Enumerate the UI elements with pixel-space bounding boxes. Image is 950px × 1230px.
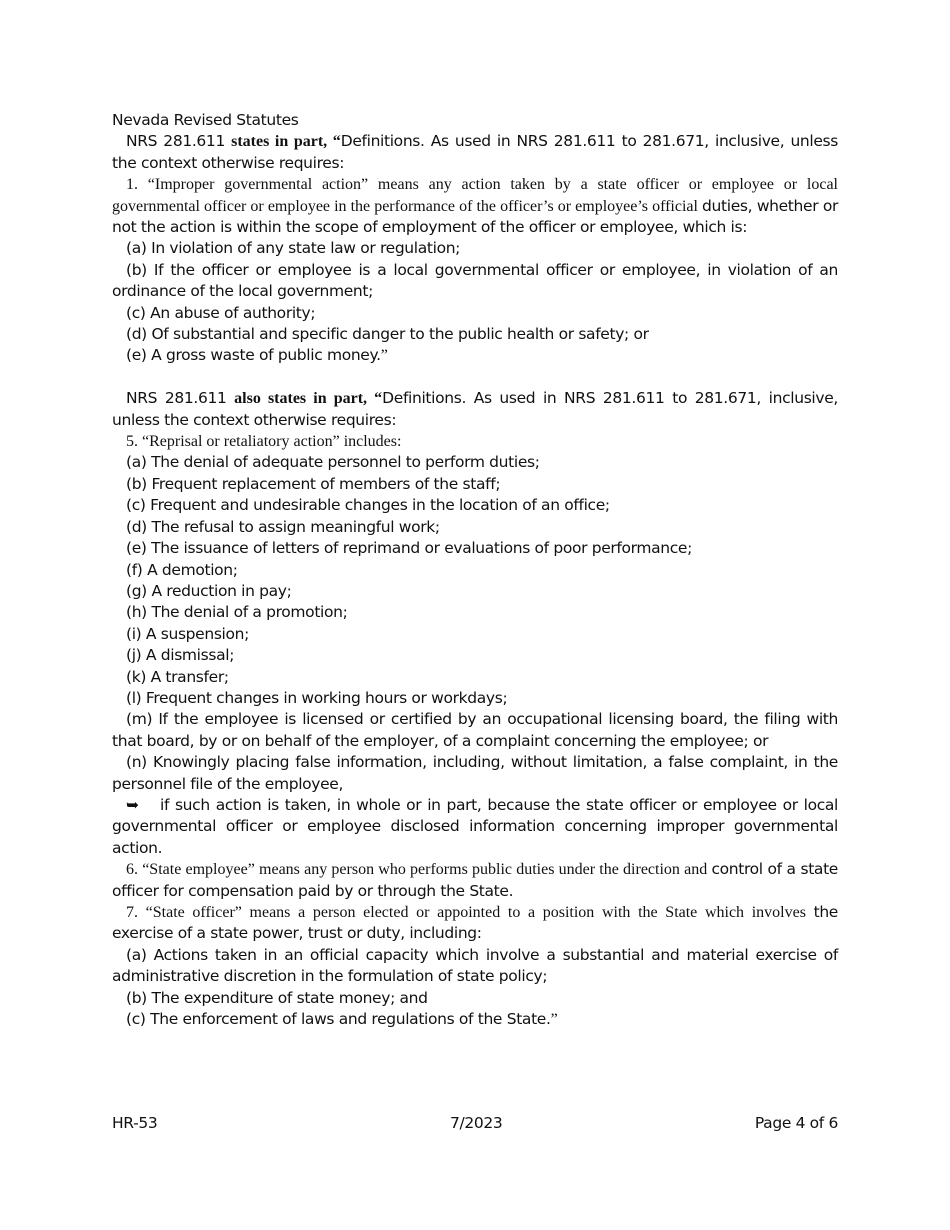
section2-item6-rest: control of a state officer for compensation paid by or through the State. (112, 860, 838, 900)
section2-item6 (112, 859, 838, 902)
section-definitions-1 (112, 131, 838, 366)
section2-ref: NRS 281.611 (126, 389, 235, 408)
footer-form-number: HR-53 (112, 1114, 158, 1132)
list-item: (c) Frequent and undesirable changes in the location of an office; (126, 496, 610, 515)
document-page (112, 110, 838, 1030)
section1-ref: NRS 281.611 (126, 132, 232, 151)
arrow-icon: ➥ (126, 795, 139, 814)
section1-item-e-quote: ” (380, 347, 388, 365)
list-item: (g) A reduction in pay; (126, 581, 292, 600)
section1-item-a: (a) In violation of any state law or regulation; (126, 239, 461, 258)
section2-bold: also states in part, “ (234, 390, 383, 408)
arrow-text: if such action is taken, in whole or in part, because the state officer or employee or local governmental officer or employee disclosed information concerning improper governmental action. (112, 795, 838, 857)
list-item: (e) The issuance of letters of reprimand or evaluations of poor performance; (126, 539, 692, 558)
section2-item7-c-quote: ” (550, 1011, 558, 1029)
list-item: (n) Knowingly placing false information, including, without limitation, a false complaint, in the personnel file of the employee, (112, 753, 838, 793)
footer-page-number: Page 4 of 6 (754, 1114, 838, 1132)
section1-item-b: (b) If the officer or employee is a local governmental officer or employee, in violation of an ordinance of the local government; (112, 260, 838, 301)
section1-item-e (112, 345, 838, 366)
section2-item7 (112, 902, 838, 945)
list-item: (h) The denial of a promotion; (126, 603, 348, 622)
list-item: (j) A dismissal; (126, 646, 235, 665)
section2-item7-serif: 7. “State officer” means a person elected or appointed to a position with the State which involves (126, 904, 814, 922)
section-gap (112, 367, 838, 388)
section2-item7-b: (b) The expenditure of state money; and (126, 988, 428, 1007)
list-item: (l) Frequent changes in working hours or workdays; (126, 688, 508, 707)
section1-bold: states in part, “ (231, 133, 341, 151)
section2-item7-c (112, 1009, 838, 1030)
list-item: (f) A demotion; (126, 560, 238, 579)
section1-lead (112, 131, 838, 174)
section-definitions-2 (112, 388, 838, 1030)
section1-item1-serif: 1. “Improper governmental action” means any action taken by a state officer or employee or local governmental officer or employee in the performance of the officer’s or employee’s official (112, 176, 838, 215)
section1-item-c: (c) An abuse of authority; (126, 303, 316, 322)
section2-item7-rest: the exercise of a state power, trust or duty, including: (112, 903, 838, 943)
section2-item6-serif: 6. “State employee” means any person who performs public duties under the direction and (126, 861, 712, 879)
list-item: (b) Frequent replacement of members of the staff; (126, 474, 501, 493)
section1-item1-rest: duties, whether or not the action is within the scope of employment of the officer or employee, which is: (112, 196, 839, 237)
section2-lead (112, 388, 838, 431)
section1-item1 (112, 174, 838, 238)
section2-lead-text: Definitions. As used in NRS 281.611 to 281.671, inclusive, unless the context otherwise requires: (112, 389, 838, 429)
section2-item5: 5. “Reprisal or retaliatory action” includes: (126, 433, 402, 451)
list-item: (k) A transfer; (126, 667, 229, 686)
list-item (112, 795, 838, 859)
list-item: (m) If the employee is licensed or certified by an occupational licensing board, the filing with that board, by or on behalf of the employer, of a complaint concerning the employee; or (112, 710, 838, 750)
section1-item-e-text: (e) A gross waste of public money. (126, 346, 381, 365)
section2-item7-a: (a) Actions taken in an official capacity which involve a substantial and material exercise of administrative discretion in the formulation of state policy; (112, 945, 838, 986)
footer-date: 7/2023 (450, 1114, 503, 1132)
list-item: (d) The refusal to assign meaningful work; (126, 517, 440, 536)
document-header: Nevada Revised Statutes (112, 111, 299, 129)
section1-item-d: (d) Of substantial and specific danger to the public health or safety; or (126, 325, 649, 344)
list-item: (a) The denial of adequate personnel to perform duties; (126, 453, 540, 472)
list-item: (i) A suspension; (126, 624, 249, 643)
section2-item7-c-text: (c) The enforcement of laws and regulations of the State. (126, 1010, 551, 1029)
section1-lead-text: Definitions. As used in NRS 281.611 to 281.671, inclusive, unless the context otherwise requires: (112, 132, 838, 172)
